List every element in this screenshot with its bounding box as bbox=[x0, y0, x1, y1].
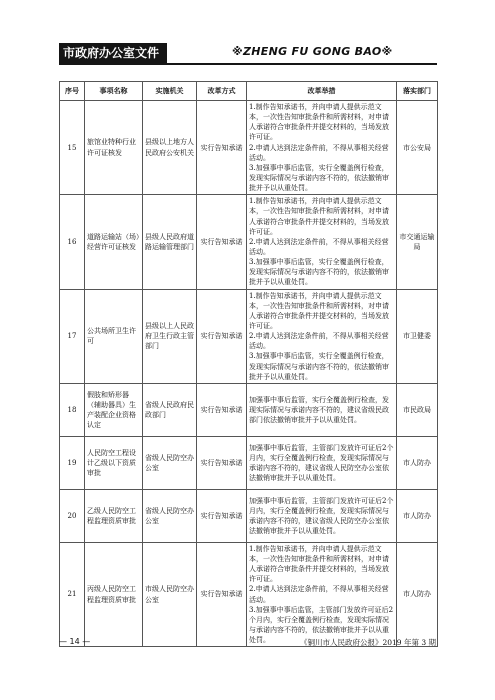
dept-cell: 市人防办 bbox=[397, 542, 438, 646]
table-row bbox=[60, 195, 438, 289]
table-row bbox=[60, 383, 438, 436]
agency-cell: 县级以上地方人民政府公安机关 bbox=[143, 101, 197, 195]
dept-cell: 市公安局 bbox=[397, 101, 438, 195]
column-header-method: 改革方式 bbox=[197, 82, 247, 101]
dept-cell: 市民政局 bbox=[397, 383, 438, 436]
measure-paragraph: 1.制作告知承诺书，并向申请人提供示范文本，一次性告知审批条件和所需材料，对申请人承诺符合审批条件并提交材料的，当场发放许可证。 bbox=[249, 291, 389, 330]
measure-paragraph: 加强事中事后监管，实行全覆盖例行检查，发现实际情况与承诺内容不符的，建议省级民政部门依法撤销审批并予以从重处罚。 bbox=[249, 395, 389, 424]
measures-cell bbox=[247, 195, 397, 289]
column-header-dept: 落实部门 bbox=[397, 82, 438, 101]
row-number-cell: 21 bbox=[60, 542, 85, 646]
publication-title: ※ZHENG FU GONG BAO※ bbox=[232, 45, 393, 58]
measure-paragraph: 3.加强事中事后监管，实行全覆盖例行检查，发现实际情况与承诺内容不符的，依法撤销审批并予以从重处罚。 bbox=[249, 352, 389, 381]
agency-cell: 省级人民防空办公室 bbox=[143, 489, 197, 542]
dept-cell: 市交通运输局 bbox=[397, 195, 438, 289]
measure-paragraph: 3.加强事中事后监管，实行全覆盖例行检查，发现实际情况与承诺内容不符的，依法撤销审批并予以从重处罚。 bbox=[249, 258, 389, 287]
row-number-cell: 15 bbox=[60, 101, 85, 195]
measures-cell bbox=[247, 383, 397, 436]
reform-items-table bbox=[59, 81, 438, 647]
dept-cell: 市人防办 bbox=[397, 436, 438, 489]
agency-cell: 县级人民政府道路运输管理部门 bbox=[143, 195, 197, 289]
measure-paragraph: 1.制作告知承诺书，并向申请人提供示范文本，一次性告知审批条件和所需材料，对申请人承诺符合审批条件并提交材料的，当场发放许可证。 bbox=[249, 103, 389, 142]
row-number-cell: 20 bbox=[60, 489, 85, 542]
agency-cell: 省级人民政府民政部门 bbox=[143, 383, 197, 436]
item-name-cell: 丙级人民防空工程监理资质审批 bbox=[85, 542, 143, 646]
issue-label: 《铜川市人民政府公报》2019 年第 3 期 bbox=[299, 638, 436, 647]
table-row bbox=[60, 542, 438, 646]
item-name-cell: 公共场所卫生许可 bbox=[85, 289, 143, 383]
measures-cell bbox=[247, 101, 397, 195]
dept-cell: 市卫健委 bbox=[397, 289, 438, 383]
table-row bbox=[60, 489, 438, 542]
column-header-item: 事项名称 bbox=[85, 82, 143, 101]
column-header-no: 序号 bbox=[60, 82, 85, 101]
item-name-cell: 道路运输站（场）经营许可证核发 bbox=[85, 195, 143, 289]
column-header-measures: 改革举措 bbox=[247, 82, 397, 101]
measure-paragraph: 1.制作告知承诺书，并向申请人提供示范文本，一次性告知审批条件和所需材料，对申请人承诺符合审批条件并提交材料的，当场发放许可证。 bbox=[249, 197, 389, 236]
column-header-agency: 实施机关 bbox=[143, 82, 197, 101]
row-number-cell: 19 bbox=[60, 436, 85, 489]
item-name-cell: 乙级人民防空工程监理资质审批 bbox=[85, 489, 143, 542]
method-cell: 实行告知承诺 bbox=[197, 195, 247, 289]
table-body bbox=[60, 101, 438, 647]
measure-paragraph: 2.申请人达到法定条件前，不得从事相关经营活动。 bbox=[249, 143, 389, 162]
measure-paragraph: 3.加强事中事后监管，主管部门发放许可证后2个月内，实行全覆盖例行检查，发现实际情况与承诺内容不符的，依法撤销审批并予以从重处罚。 bbox=[249, 605, 394, 645]
row-number-cell: 17 bbox=[60, 289, 85, 383]
row-number-cell: 16 bbox=[60, 195, 85, 289]
measure-paragraph: 加强事中事后监管，主管部门发放许可证后2个月内，实行全覆盖例行检查，发现实际情况与承诺内容不符的，建议省级人民防空办公室依法撤销审批并予以从重处罚。 bbox=[249, 496, 394, 535]
method-cell: 实行告知承诺 bbox=[197, 436, 247, 489]
agency-cell: 市级人民防空办公室 bbox=[143, 542, 197, 646]
measures-cell bbox=[247, 489, 397, 542]
measure-paragraph: 1.制作告知承诺书，并向申请人提供示范文本，一次性告知审批条件和所需材料，对申请人承诺符合审批条件并提交材料的，当场发放许可证。 bbox=[249, 544, 389, 584]
measures-cell bbox=[247, 289, 397, 383]
section-tab: 市政府办公室文件 bbox=[59, 43, 167, 63]
table-row bbox=[60, 289, 438, 383]
table-header-row bbox=[60, 82, 438, 101]
measure-paragraph: 加强事中事后监管，主管部门发放许可证后2个月内，实行全覆盖例行检查，发现实际情况与承诺内容不符的，建议省级人民防空办公室依法撤销审批并予以从重处罚。 bbox=[249, 443, 394, 482]
measures-cell bbox=[247, 542, 397, 646]
method-cell: 实行告知承诺 bbox=[197, 383, 247, 436]
item-name-cell: 人民防空工程设计乙级以下资质审批 bbox=[85, 436, 143, 489]
page-number: — 14 — bbox=[59, 637, 91, 646]
agency-cell: 省级人民防空办公室 bbox=[143, 436, 197, 489]
measure-paragraph: 2.申请人达到法定条件前，不得从事相关经营活动。 bbox=[249, 585, 389, 604]
method-cell: 实行告知承诺 bbox=[197, 542, 247, 646]
table-row bbox=[60, 436, 438, 489]
measures-cell bbox=[247, 436, 397, 489]
header-rule bbox=[59, 63, 437, 65]
item-name-cell: 假肢和矫形器（辅助器具）生产装配企业资格认定 bbox=[85, 383, 143, 436]
measure-paragraph: 2.申请人达到法定条件前，不得从事相关经营活动。 bbox=[249, 332, 389, 351]
row-number-cell: 18 bbox=[60, 383, 85, 436]
method-cell: 实行告知承诺 bbox=[197, 289, 247, 383]
method-cell: 实行告知承诺 bbox=[197, 101, 247, 195]
table-row bbox=[60, 101, 438, 195]
dept-cell: 市人防办 bbox=[397, 489, 438, 542]
measure-paragraph: 3.加强事中事后监管，实行全覆盖例行检查，发现实际情况与承诺内容不符的，依法撤销审批并予以从重处罚。 bbox=[249, 163, 389, 193]
item-name-cell: 旅馆业特种行业许可证核发 bbox=[85, 101, 143, 195]
method-cell: 实行告知承诺 bbox=[197, 489, 247, 542]
agency-cell: 县级以上人民政府卫生行政主管部门 bbox=[143, 289, 197, 383]
measure-paragraph: 2.申请人达到法定条件前，不得从事相关经营活动。 bbox=[249, 237, 389, 256]
